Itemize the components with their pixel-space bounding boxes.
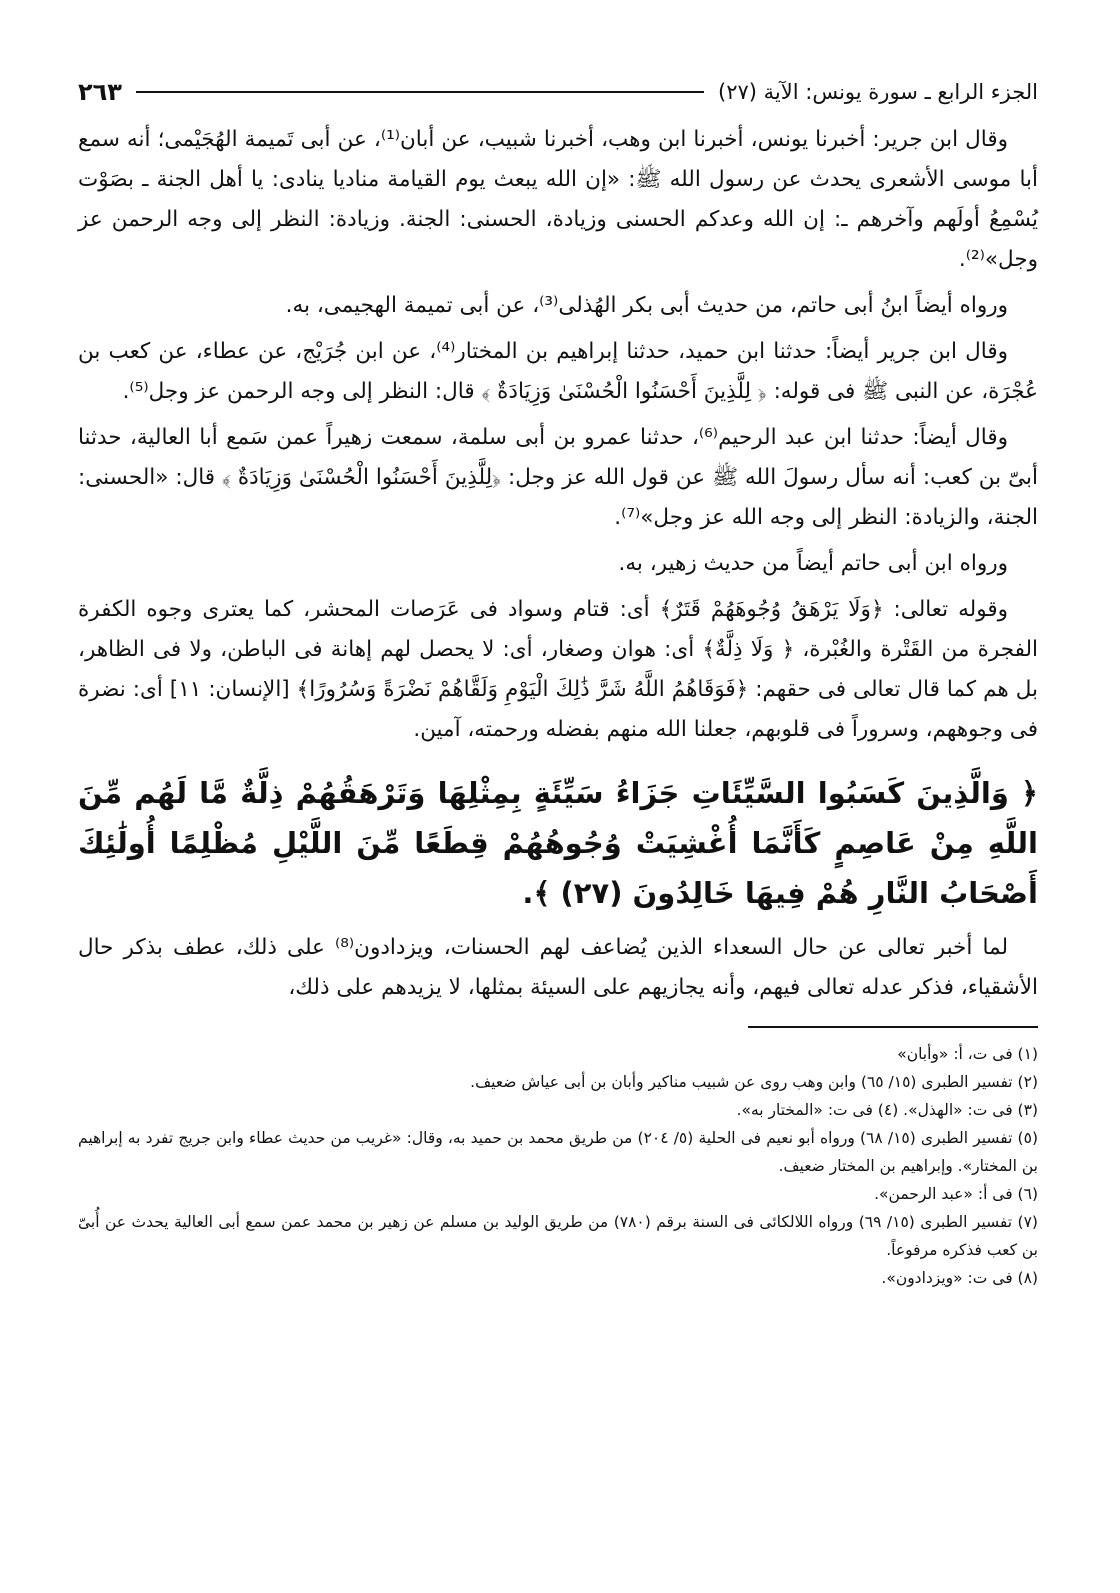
paragraph: وقوله تعالى: ﴿وَلَا يَرْهَقُ وُجُوهَهُمْ قَتَرٌ﴾ أى: قتام وسواد فى عَرَصات المحشر، كما يعترى وجوه الكفرة الفجرة من القَتْرة والغُبْرة، ﴿ وَلَا ذِلَّةٌ﴾ أى: هوان وصغار، أى: لا يحصل لهم إهانة فى الباطن، ولا فى الظاهر، بل هم كما قال تعالى فى حقهم: ﴿فَوَقَاهُمُ اللَّهُ شَرَّ ذَٰلِكَ الْيَوْمِ وَلَقَّاهُمْ نَضْرَةً وَسُرُورًا﴾ [الإنسان: ١١] أى: نضرة فى وجوههم، وسروراً فى قلوبهم، جعلنا الله منهم بفضله ورحمته، آمين.: [78, 597, 1039, 742]
running-head: الجزء الرابع ـ سورة يونس: الآية (٢٧): [718, 80, 1038, 104]
footnote: (٢) تفسير الطبرى (١٥/ ٦٥) وابن وهب روى عن شبيب مناكير وأبان بن أبى عياش ضعيف.: [470, 1073, 1038, 1091]
quran-verse: ﴿ وَالَّذِينَ كَسَبُوا السَّيِّئَاتِ جَزَاءُ سَيِّئَةٍ بِمِثْلِهَا وَتَرْهَقُهُمْ ذِلَّةٌ مَّا لَهُم مِّنَ اللَّهِ مِنْ عَاصِمٍ كَأَنَّمَا أُغْشِيَتْ وُجُوهُهُمْ قِطَعًا مِّنَ اللَّيْلِ مُظْلِمًا أُولَٰئِكَ أَصْحَابُ النَّارِ هُمْ فِيهَا خَالِدُونَ (٢٧) ﴾.: [78, 776, 1038, 910]
paragraph: ورواه أيضاً ابنُ أبى حاتم، من حديث أبى بكر الهُذلى⁽³⁾، عن أبى تميمة الهجيمى، به.: [285, 293, 1008, 318]
footnote: (٨) فى ت: «ويزدادون».: [881, 1269, 1038, 1287]
footnotes: [78, 1040, 1038, 1292]
footnote: (٣) فى ت: «الهذل». (٤) فى ت: «المختار به».: [736, 1101, 1038, 1119]
footnote: (٦) فى أ: «عبد الرحمن».: [874, 1185, 1038, 1203]
page-header: [78, 70, 1038, 114]
paragraph: لما أخبر تعالى عن حال السعداء الذين يُضاعف لهم الحسنات، ويزدادون⁽⁸⁾ على ذلك، عطف بذكر حال الأشقياء، فذكر عدله تعالى فيهم، وأنه يجازيهم على السيئة بمثلها، لا يزيدهم على ذلك،: [78, 935, 1038, 1000]
page-number: ٢٦٣: [78, 78, 122, 106]
footnote-divider: [748, 1026, 1038, 1028]
footnote: (١) فى ت، أ: «وأبان»: [897, 1045, 1038, 1063]
body-text: [78, 120, 1038, 1008]
footnote: (٧) تفسير الطبرى (١٥/ ٦٩) ورواه اللالكائى فى السنة برقم (٧٨٠) من طريق الوليد بن مسلم عن زهير بن محمد عمن سمع أبى العالية يحدث عن أُبىّ بن كعب فذكره مرفوعاً.: [78, 1213, 1038, 1259]
paragraph: وقال ابن جرير أيضاً: حدثنا ابن حميد، حدثنا إبراهيم بن المختار⁽⁴⁾، عن ابن جُرَيْج، عن عطاء، عن كعب بن عُجْرَة، عن النبى ﷺ فى قوله: ﴿ لِلَّذِينَ أَحْسَنُوا الْحُسْنَىٰ وَزِيَادَةٌ ﴾ قال: النظر إلى وجه الرحمن عز وجل⁽⁵⁾.: [78, 339, 1038, 404]
paragraph: ورواه ابن أبى حاتم أيضاً من حديث زهير، به.: [618, 551, 1008, 576]
document-page: [78, 70, 1038, 1530]
footnote: (٥) تفسير الطبرى (١٥/ ٦٨) ورواه أبو نعيم فى الحلية (٥/ ٢٠٤) من طريق محمد بن حميد به، وقال: «غريب من حديث عطاء وابن جريج تفرد به إبراهيم بن المختار». وإبراهيم بن المختار ضعيف.: [78, 1129, 1038, 1175]
header-rule: [136, 91, 704, 93]
paragraph: وقال أيضاً: حدثنا ابن عبد الرحيم⁽⁶⁾، حدثنا عمرو بن أبى سلمة، سمعت زهيراً عمن سَمع أبا العالية، حدثنا أبىّ بن كعب: أنه سأل رسولَ الله ﷺ عن قول الله عز وجل: ﴿لِلَّذِينَ أَحْسَنُوا الْحُسْنَىٰ وَزِيَادَةٌ ﴾ قال: «الحسنى: الجنة، والزيادة: النظر إلى وجه الله عز وجل»⁽⁷⁾.: [78, 425, 1038, 530]
paragraph: وقال ابن جرير: أخبرنا يونس، أخبرنا ابن وهب، أخبرنا شبيب، عن أبان⁽¹⁾، عن أبى تَميمة الهُجَيْمى؛ أنه سمع أبا موسى الأشعرى يحدث عن رسول الله ﷺ: «إن الله يبعث يوم القيامة مناديا ينادى: يا أهل الجنة ـ بصَوْت يُسْمِعُ أولَهم وآخرهم ـ: إن الله وعدكم الحسنى وزيادة، الحسنى: الجنة. وزيادة: النظر إلى وجه الرحمن عز وجل»⁽²⁾.: [78, 127, 1038, 272]
